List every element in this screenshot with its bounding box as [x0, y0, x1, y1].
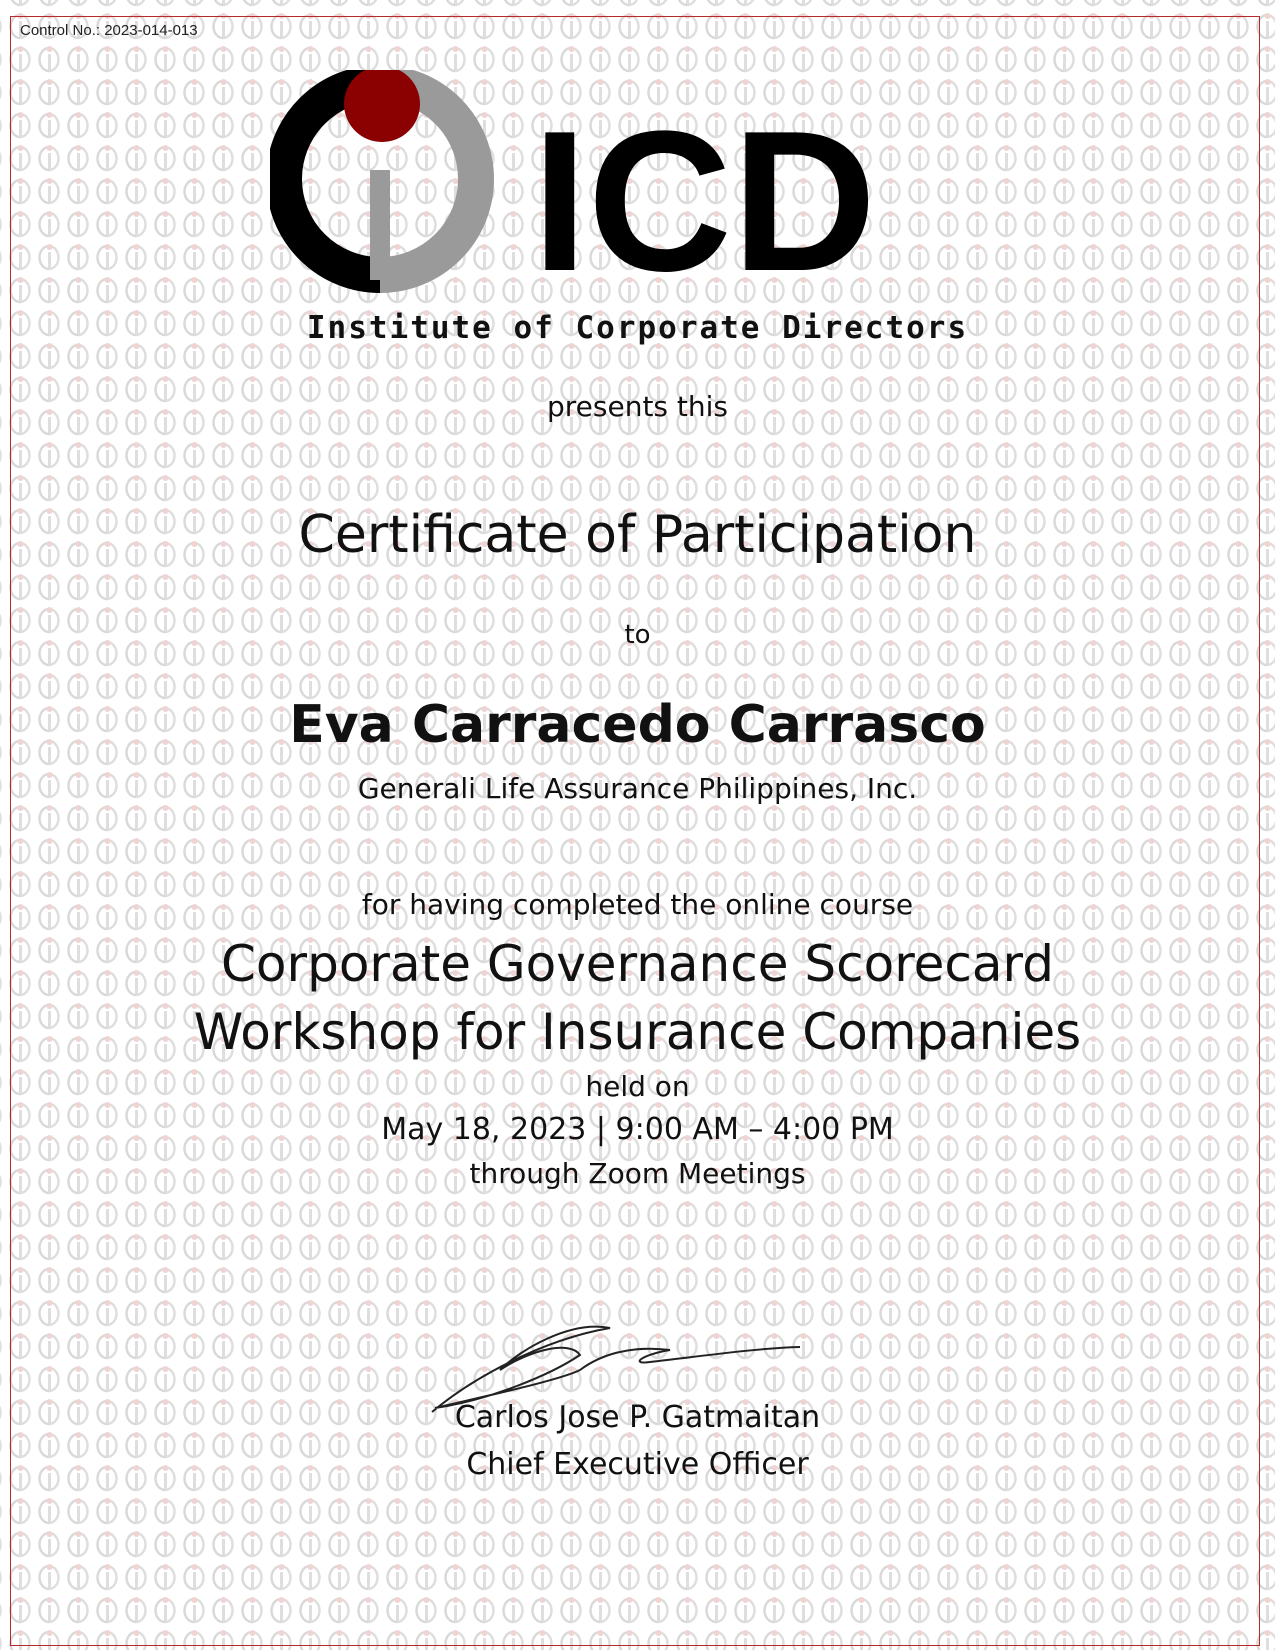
presents-text: presents this [546, 390, 728, 423]
certificate-title: Certificate of Participation [298, 505, 977, 565]
signatory-title: Chief Executive Officer [466, 1447, 809, 1482]
icd-logo [270, 70, 1010, 295]
course-title-line2: Workshop for Insurance Companies [193, 1003, 1082, 1061]
icd-logo-icon [284, 70, 476, 280]
completion-text: for having completed the online course [361, 888, 914, 921]
org-name: Institute of Corporate Directors [306, 310, 969, 346]
control-number: Control No.: 2023-014-013 [20, 22, 198, 39]
course-title [0, 930, 1275, 1066]
recipient-name: Eva Carracedo Carrasco [289, 695, 986, 755]
event-venue: through Zoom Meetings [469, 1157, 806, 1190]
recipient-company: Generali Life Assurance Philippines, Inc. [357, 772, 918, 805]
course-title-line1: Corporate Governance Scorecard [221, 935, 1054, 993]
held-on-text: held on [585, 1070, 690, 1103]
icd-logo-text: ICD [532, 90, 877, 295]
event-date-time: May 18, 2023 | 9:00 AM – 4:00 PM [381, 1112, 894, 1147]
signatory-name: Carlos Jose P. Gatmaitan [454, 1400, 821, 1435]
to-text: to [624, 620, 651, 650]
